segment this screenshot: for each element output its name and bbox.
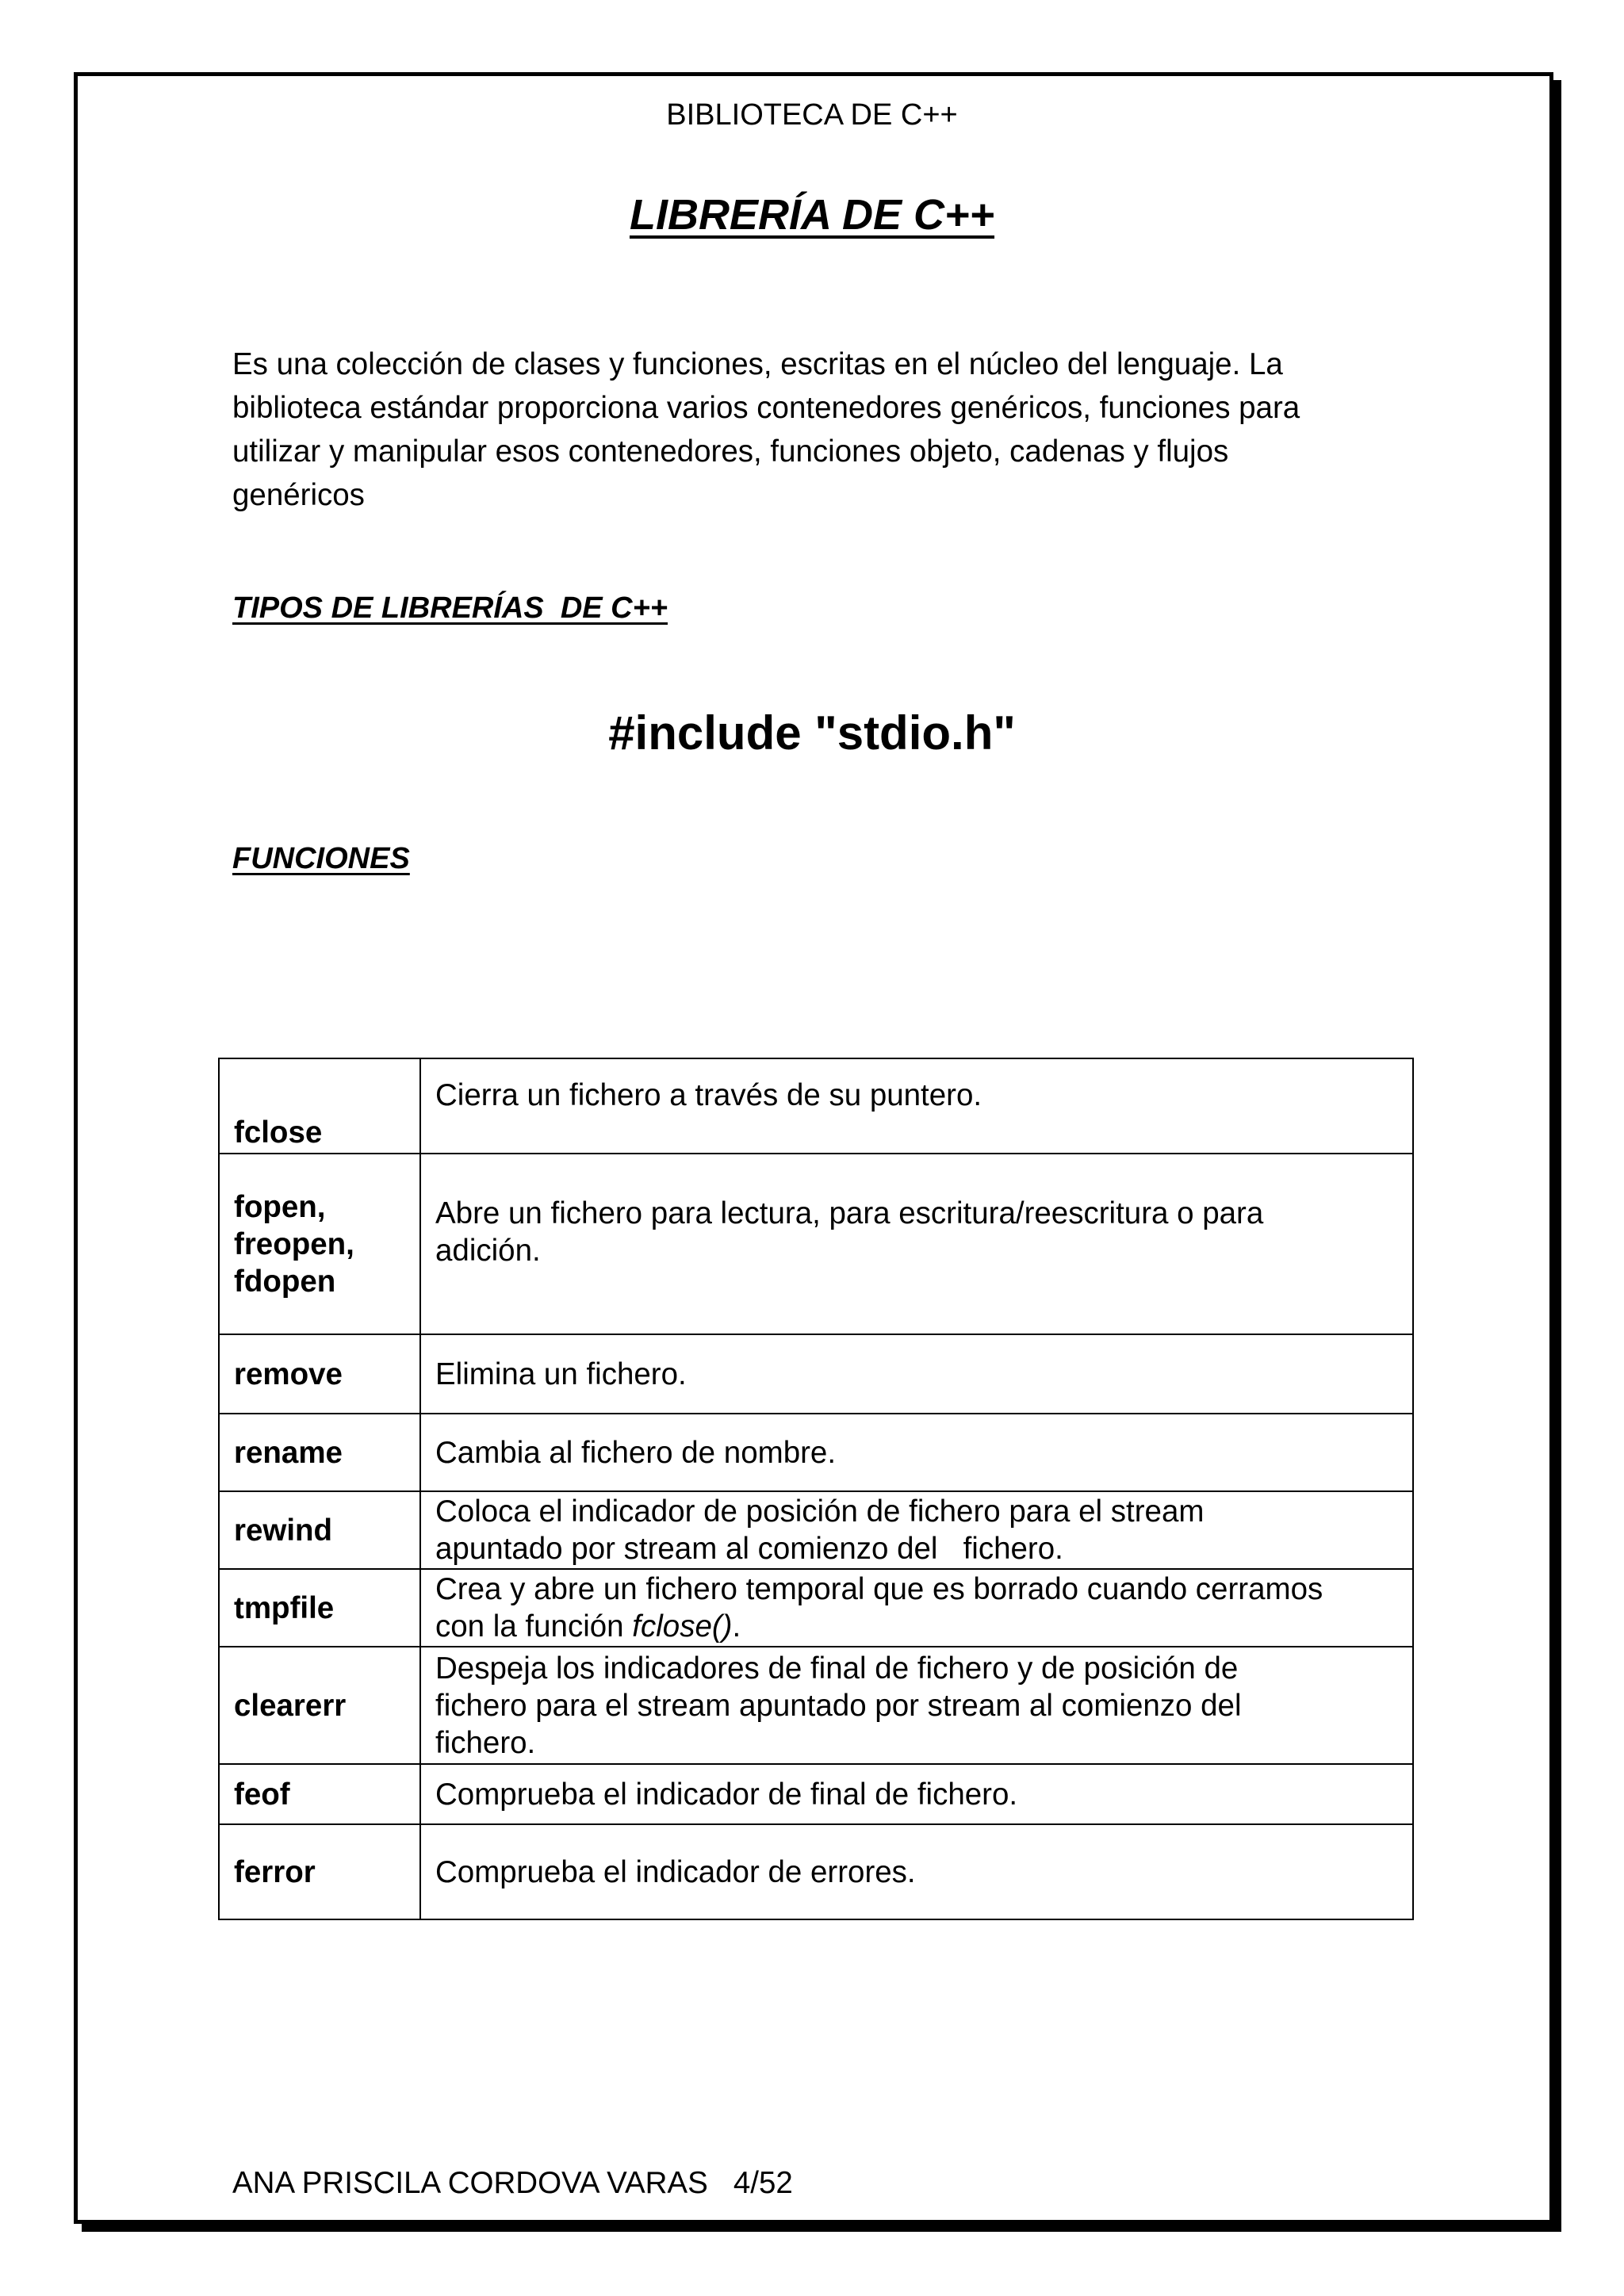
function-name: clearerr [219, 1647, 420, 1764]
function-name: tmpfile [219, 1569, 420, 1647]
table-row [219, 1764, 1413, 1824]
table-row [219, 1058, 1413, 1154]
document-title: LIBRERÍA DE C++ [629, 191, 995, 239]
function-description: Despeja los indicadores de final de fichero y de posición de fichero para el stream apuntado por stream al comienzo del fichero. [420, 1647, 1413, 1764]
function-name: fclose [219, 1058, 420, 1154]
function-name: fopen, freopen, fdopen [219, 1154, 420, 1334]
function-description: Abre un fichero para lectura, para escritura/reescritura o para adición. [420, 1154, 1413, 1334]
intro-line: genéricos [232, 478, 365, 512]
intro-line: biblioteca estándar proporciona varios contenedores genéricos, funciones para [232, 391, 1300, 425]
functions-heading: FUNCIONES [232, 842, 410, 875]
types-heading: TIPOS DE LIBRERÍAS DE C++ [232, 591, 668, 625]
intro-line: utilizar y manipular esos contenedores, funciones objeto, cadenas y flujos [232, 434, 1229, 469]
include-heading: #include "stdio.h" [608, 706, 1016, 760]
function-description: Comprueba el indicador de final de fichero. [420, 1764, 1413, 1824]
table-row [219, 1414, 1413, 1491]
functions-table [218, 1058, 1414, 1920]
function-description: Comprueba el indicador de errores. [420, 1824, 1413, 1919]
function-description: Cierra un fichero a través de su puntero. [420, 1058, 1413, 1154]
running-header: BIBLIOTECA DE C++ [666, 98, 958, 132]
table-row [219, 1824, 1413, 1919]
footer-author: ANA PRISCILA CORDOVA VARAS [232, 2166, 708, 2200]
intro-line: Es una colección de clases y funciones, escritas en el núcleo del lenguaje. La [232, 347, 1283, 381]
table-row [219, 1334, 1413, 1414]
function-name: rename [219, 1414, 420, 1491]
page-footer [232, 2166, 793, 2201]
function-description: Elimina un fichero. [420, 1334, 1413, 1414]
table-row [219, 1154, 1413, 1334]
function-name: remove [219, 1334, 420, 1414]
function-description: Crea y abre un fichero temporal que es borrado cuando cerramos con la función fclose(). [420, 1569, 1413, 1647]
table-row [219, 1647, 1413, 1764]
table-row [219, 1491, 1413, 1569]
function-description: Coloca el indicador de posición de fichero para el stream apuntado por stream al comienzo del fichero. [420, 1491, 1413, 1569]
code-reference: fclose() [632, 1609, 733, 1644]
footer-page-number: 4/52 [733, 2166, 793, 2200]
function-name: ferror [219, 1824, 420, 1919]
function-description: Cambia al fichero de nombre. [420, 1414, 1413, 1491]
table-row [219, 1569, 1413, 1647]
function-name: feof [219, 1764, 420, 1824]
intro-paragraph [232, 342, 1406, 517]
function-name: rewind [219, 1491, 420, 1569]
